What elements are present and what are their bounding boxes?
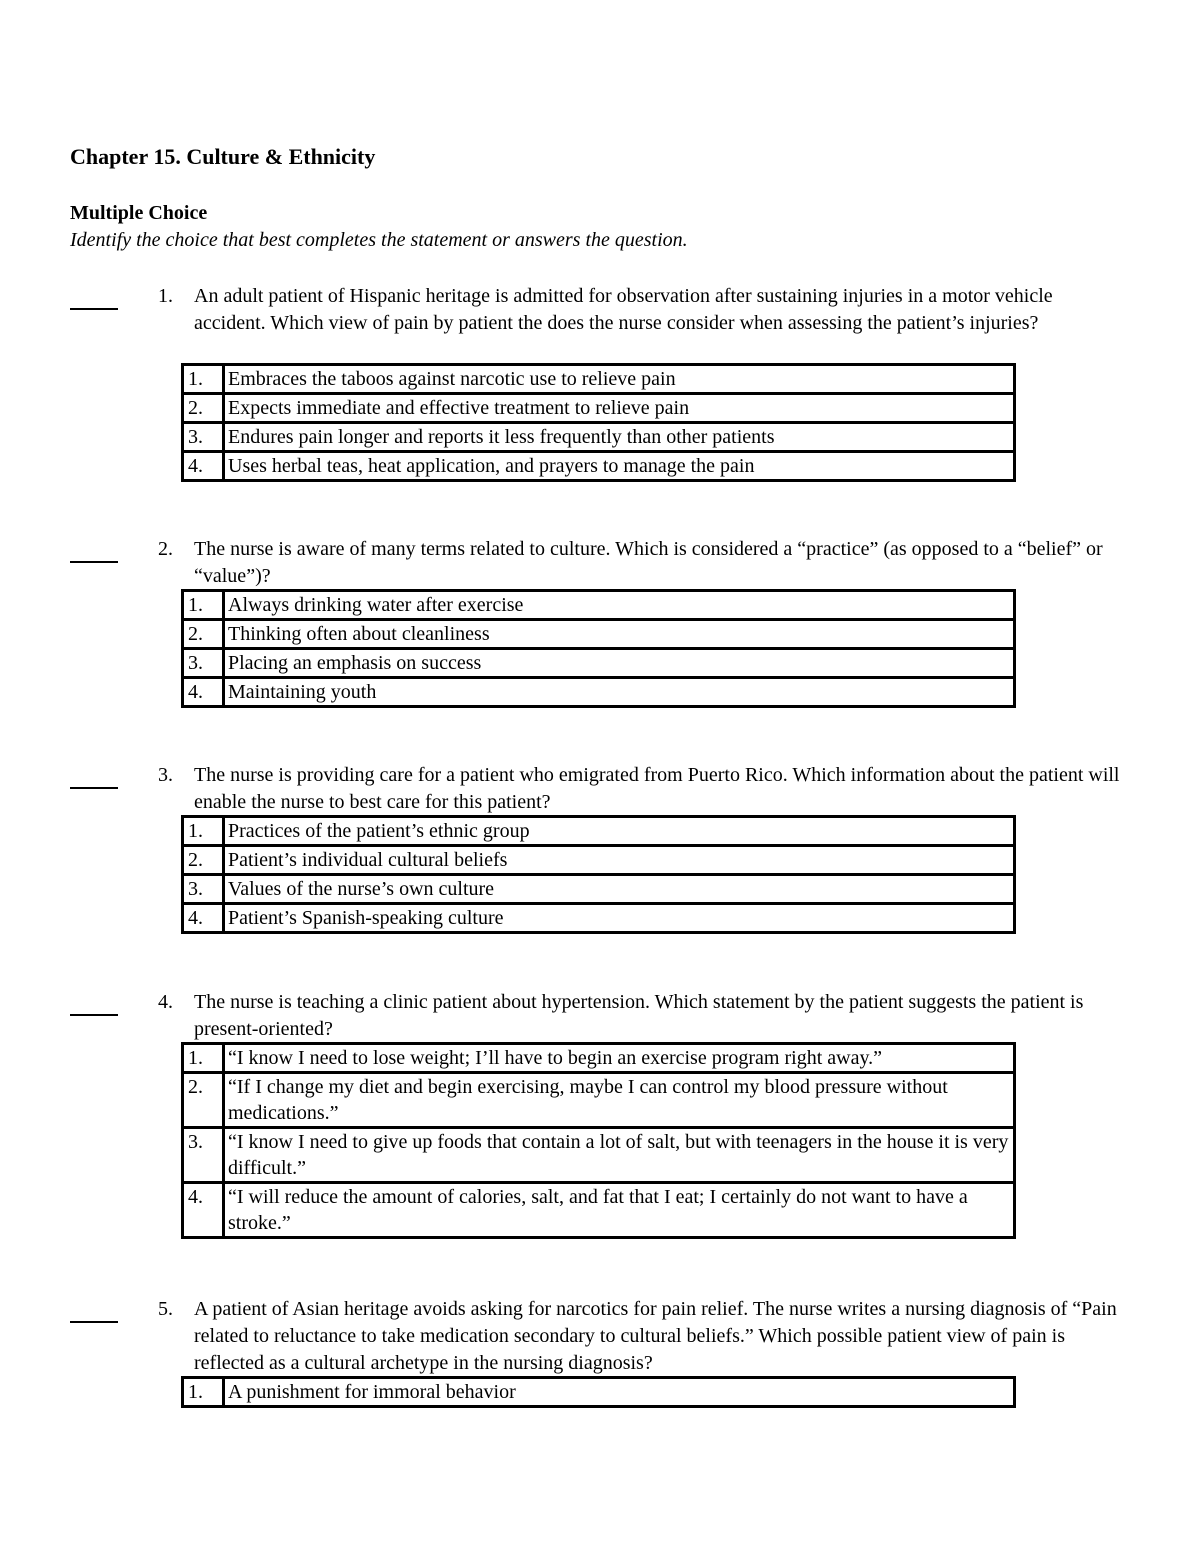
choice-row[interactable] [183,620,1015,649]
choice-row[interactable] [183,1183,1015,1238]
choice-table [181,815,1016,934]
section-instructions: Identify the choice that best completes the statement or answers the question. [70,229,688,251]
choice-number: 1. [183,365,224,394]
choice-text: Placing an emphasis on success [224,649,1015,678]
question-text: A patient of Asian heritage avoids asking for narcotics for pain relief. The nurse writes a nursing diagnosis of “Pain related to reluctance to take medication secondary to cultural beliefs.” Which possible patient view of pain is reflected as a cultural archetype in the nursing diagnosis? [194,1298,1117,1374]
choice-number: 2. [183,394,224,423]
question-text: The nurse is providing care for a patient who emigrated from Puerto Rico. Which information about the patient will enable the nurse to best care for this patient? [194,764,1120,813]
section-title: Multiple Choice [70,202,208,224]
choice-number: 4. [183,452,224,481]
choice-text: Patient’s individual cultural beliefs [224,846,1015,875]
answer-blank[interactable] [70,536,118,563]
choice-number: 1. [183,817,224,846]
choice-table [181,1042,1016,1239]
choice-number: 4. [183,904,224,933]
choice-number: 3. [183,649,224,678]
choice-text: Embraces the taboos against narcotic use to relieve pain [224,365,1015,394]
choice-text: Practices of the patient’s ethnic group [224,817,1015,846]
question-number: 3. [158,764,173,786]
choice-row[interactable] [183,365,1015,394]
choice-row[interactable] [183,846,1015,875]
choice-number: 4. [183,1183,224,1238]
choice-text: “I will reduce the amount of calories, salt, and fat that I eat; I certainly do not want to have a stroke.” [224,1183,1015,1238]
choice-table [181,589,1016,708]
choice-row[interactable] [183,394,1015,423]
choice-row[interactable] [183,1073,1015,1128]
question-number: 1. [158,285,173,307]
choice-row[interactable] [183,591,1015,620]
choice-text: “If I change my diet and begin exercising, maybe I can control my blood pressure without medications.” [224,1073,1015,1128]
choice-number: 1. [183,591,224,620]
choice-row[interactable] [183,649,1015,678]
choice-row[interactable] [183,904,1015,933]
choice-text: A punishment for immoral behavior [224,1378,1015,1407]
choice-text: Endures pain longer and reports it less frequently than other patients [224,423,1015,452]
answer-blank[interactable] [70,762,118,789]
answer-blank[interactable] [70,989,118,1016]
choice-number: 4. [183,678,224,707]
choice-row[interactable] [183,452,1015,481]
choice-text: Thinking often about cleanliness [224,620,1015,649]
choice-row[interactable] [183,1044,1015,1073]
choice-number: 3. [183,1128,224,1183]
question-number: 5. [158,1298,173,1320]
choice-number: 3. [183,875,224,904]
choice-number: 1. [183,1378,224,1407]
question-number: 4. [158,991,173,1013]
choice-number: 2. [183,846,224,875]
choice-text: Expects immediate and effective treatment to relieve pain [224,394,1015,423]
choice-text: Values of the nurse’s own culture [224,875,1015,904]
choice-row[interactable] [183,678,1015,707]
choice-row[interactable] [183,875,1015,904]
answer-blank[interactable] [70,1296,118,1323]
answer-blank[interactable] [70,283,118,310]
choice-row[interactable] [183,817,1015,846]
choice-number: 1. [183,1044,224,1073]
choice-text: Maintaining youth [224,678,1015,707]
choice-text: Uses herbal teas, heat application, and prayers to manage the pain [224,452,1015,481]
choice-row[interactable] [183,1378,1015,1407]
choice-row[interactable] [183,423,1015,452]
choice-number: 3. [183,423,224,452]
question-text: The nurse is teaching a clinic patient about hypertension. Which statement by the patient suggests the patient is present-oriented? [194,991,1084,1040]
choice-text: Patient’s Spanish-speaking culture [224,904,1015,933]
question-number: 2. [158,538,173,560]
choice-table [181,363,1016,482]
choice-text: Always drinking water after exercise [224,591,1015,620]
question-text: An adult patient of Hispanic heritage is admitted for observation after sustaining injuries in a motor vehicle accident. Which view of pain by patient the does the nurse consider when assessing the patient’s injuries? [194,285,1053,334]
choice-number: 2. [183,620,224,649]
question-text: The nurse is aware of many terms related to culture. Which is considered a “practice” (as opposed to a “belief” or “value”)? [194,538,1103,587]
choice-number: 2. [183,1073,224,1128]
choice-text: “I know I need to lose weight; I’ll have to begin an exercise program right away.” [224,1044,1015,1073]
choice-row[interactable] [183,1128,1015,1183]
chapter-title: Chapter 15. Culture & Ethnicity [70,144,376,169]
choice-table [181,1376,1016,1408]
choice-text: “I know I need to give up foods that contain a lot of salt, but with teenagers in the house it is very difficult.” [224,1128,1015,1183]
